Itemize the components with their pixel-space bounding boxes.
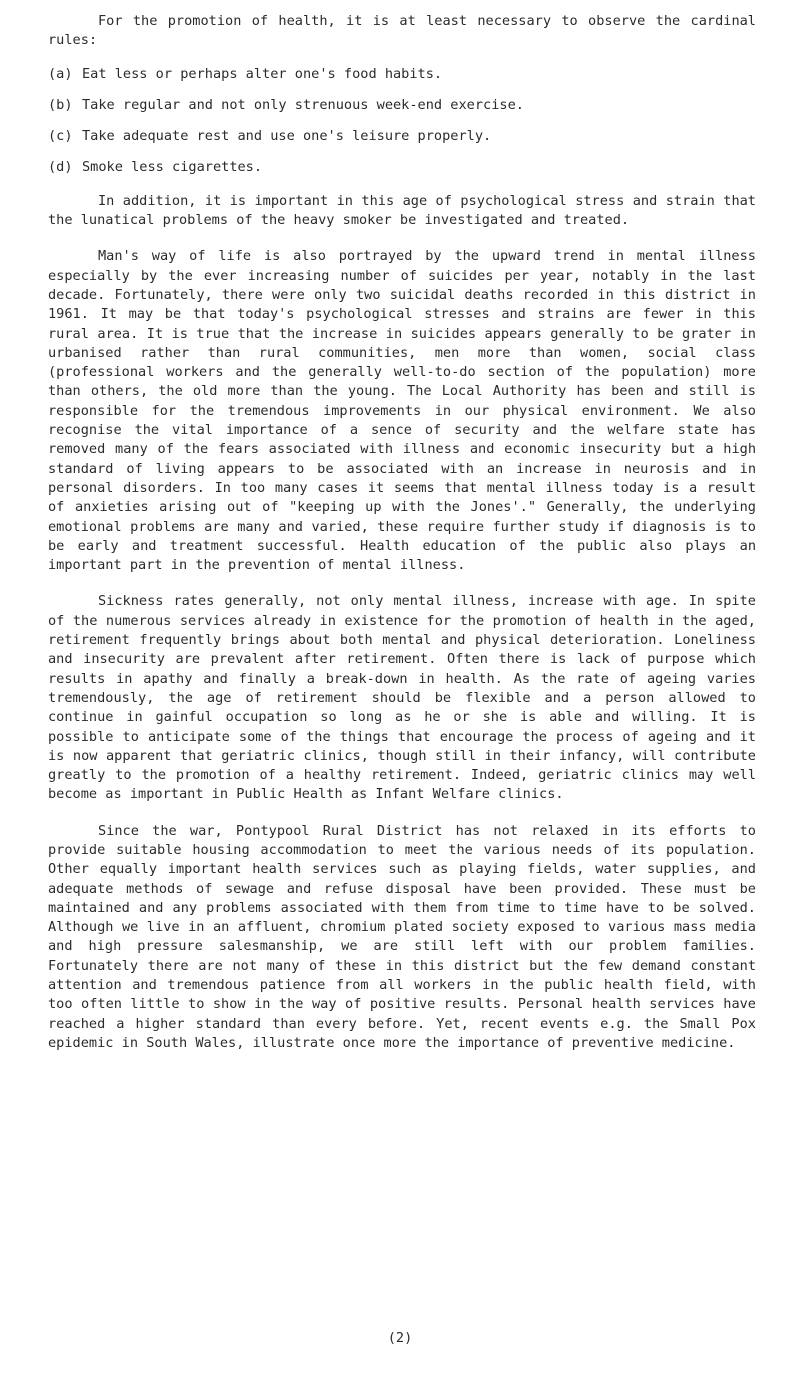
rule-item-c: [48, 127, 756, 146]
rule-text: Take regular and not only strenuous week-end exercise.: [82, 96, 524, 113]
rule-text: Take adequate rest and use one's leisure properly.: [82, 128, 492, 145]
paragraph-mental-illness: Man's way of life is also portrayed by the upward trend in mental illness especially by the ever increasing number of suicides per year, notably in the last decade. Fortunately, there were only two suicidal deaths recorded in this district in 1961. It may be that today's psychological stresses and strains are fewer in this rural area. It is true that the increase in suicides appears generally to be grater in urbanised rather than rural communities, men more than women, social class (professional workers and the generally well-to-do section of the population) more than others, the old more than the young. The Local Authority has been and still is responsible for the tremendous improvements in our physical environment. We also recognise the vital importance of a sence of security and the welfare state has removed many of the fears associated with illness and economic insecurity but a high standard of living appears to be associated with an increase in neurosis and in personal disorders. In too many cases it seems that mental illness today is a result of anxieties arising out of "keeping up with the Jones'." Generally, the underlying emotional problems are many and varied, these require further study if diagnosis is to be early and treatment successful. Health education of the public also plays an important part in the prevention of mental illness.: [48, 248, 756, 574]
rule-item-b: [48, 96, 756, 115]
rule-text: Eat less or perhaps alter one's food habits.: [82, 65, 443, 82]
rule-marker: (a): [48, 65, 73, 82]
rule-text: Smoke less cigarettes.: [82, 159, 263, 176]
cardinal-rules-list: [48, 65, 756, 178]
paragraph-ageing: Sickness rates generally, not only mental illness, increase with age. In spite of the numerous services already in existence for the promotion of health in the aged, retirement frequently brings about both mental and physical deterioration. Loneliness and insecurity are prevalent after retirement. Often there is lack of purpose which results in apathy and finally a break-down in health. As the rate of ageing varies tremendously, the age of retirement should be flexible and a person allowed to continue in gainful occupation so long as he or she is able and willing. It is possible to anticipate some of the things that encourage the process of ageing and it is now apparent that geriatric clinics, though still in their infancy, will contribute greatly to the promotion of a healthy retirement. Indeed, geriatric clinics may well become as important in Public Health as Infant Welfare clinics.: [48, 593, 756, 803]
rule-marker: (d): [48, 159, 73, 176]
rule-marker: (b): [48, 96, 73, 113]
page-number: (2): [387, 1330, 413, 1346]
rule-item-a: [48, 65, 756, 84]
rule-item-d: [48, 158, 756, 177]
intro-paragraph: For the promotion of health, it is at least necessary to observe the cardinal rules:: [48, 13, 756, 49]
rule-marker: (c): [48, 128, 73, 145]
paragraph-smoker: In addition, it is important in this age of psychological stress and strain that the lunatical problems of the heavy smoker be investigated and treated.: [48, 192, 756, 229]
paragraph-housing: Since the war, Pontypool Rural District has not relaxed in its efforts to provide suitable housing accommodation to meet the various needs of its population. Other equally important health services such as playing fields, water supplies, and adequate methods of sewage and refuse disposal have been provided. These must be maintained and any problems associated with them from time to time have to be solved. Although we live in an affluent, chromium plated society exposed to various mass media and high pressure salesmanship, we are still left with our problem families. Fortunately there are not many of these in this district but the few demand constant attention and tremendous patience from all workers in the public health field, with too often little to show in the way of positive results. Personal health services have reached a higher standard than every before. Yet, recent events e.g. the Small Pox epidemic in South Wales, illustrate once more the importance of preventive medicine.: [48, 822, 756, 1051]
document-page: [48, 12, 756, 1070]
